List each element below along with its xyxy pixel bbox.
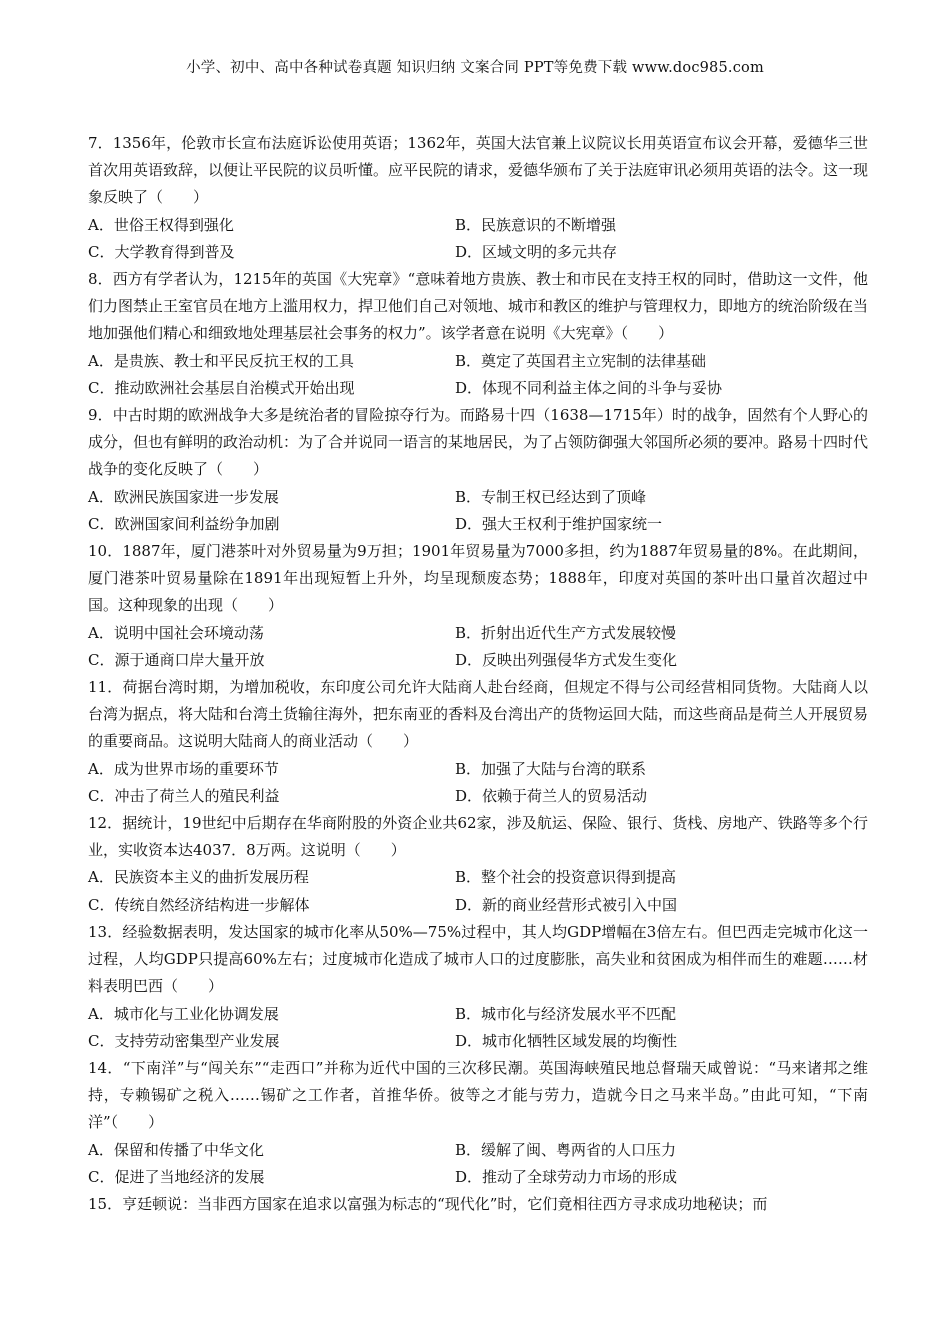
option-d[interactable]: D．体现不同利益主体之间的斗争与妥协 xyxy=(455,378,723,397)
option-group xyxy=(88,756,868,810)
option-c[interactable]: C．欧洲国家间利益纷争加剧 xyxy=(88,514,280,533)
question-9 xyxy=(88,402,868,538)
question-13 xyxy=(88,919,868,1055)
option-group xyxy=(88,1137,868,1191)
option-c[interactable]: C．促进了当地经济的发展 xyxy=(88,1167,265,1186)
option-b[interactable]: B．缓解了闽、粤两省的人口压力 xyxy=(455,1140,677,1159)
question-stem: 14．“下南洋”与“闯关东”“走西口”并称为近代中国的三次移民潮。英国海峡殖民地总督瑞天咸曾说：“马来诸邦之维持，专赖锡矿之税入……锡矿之工作者，首推华侨。彼等之才能与劳力，造就今日之马来半岛。”由此可知，“下南洋”（ ） xyxy=(88,1058,868,1132)
option-b[interactable]: B．折射出近代生产方式发展较慢 xyxy=(455,623,677,642)
option-c[interactable]: C．传统自然经济结构进一步解体 xyxy=(88,895,310,914)
option-a[interactable]: A．是贵族、教士和平民反抗王权的工具 xyxy=(88,351,354,370)
option-c[interactable]: C．推动欧洲社会基层自治模式开始出现 xyxy=(88,378,355,397)
option-group xyxy=(88,1001,868,1055)
option-a[interactable]: A．说明中国社会环境动荡 xyxy=(88,623,264,642)
question-11 xyxy=(88,674,868,810)
question-stem: 7．1356年，伦敦市长宣布法庭诉讼使用英语；1362年，英国大法官兼上议院议长用英语宣布议会开幕，爱德华三世首次用英语致辞，以便让平民院的议员听懂。应平民院的请求，爱德华颁布了关于法庭审讯必须用英语的法令。这一现象反映了（ ） xyxy=(88,134,869,207)
option-c[interactable]: C．大学教育得到普及 xyxy=(88,242,235,261)
question-stem: 15．亨廷顿说：当非西方国家在追求以富强为标志的“现代化”时，它们竟相往西方寻求成功地秘诀；而 xyxy=(88,1194,768,1213)
option-c[interactable]: C．支持劳动密集型产业发展 xyxy=(88,1031,280,1050)
question-stem: 10．1887年，厦门港茶叶对外贸易量为9万担；1901年贸易量为7000多担，约为1887年贸易量的8%。在此期间，厦门港茶叶贸易量除在1891年出现短暂上升外，均呈现颓废态势；1888年，印度对英国的茶叶出口量首次超过中国。这种现象的出现（ ） xyxy=(88,542,868,615)
option-a[interactable]: A．欧洲民族国家进一步发展 xyxy=(88,487,279,506)
question-10 xyxy=(88,538,868,674)
question-stem: 9．中古时期的欧洲战争大多是统治者的冒险掠夺行为。而路易十四（1638—1715年）时的战争，固然有个人野心的成分，但也有鲜明的政治动机：为了合并说同一语言的某地居民，为了占领防御强大邻国所必须的要冲。路易十四时代战争的变化反映了（ ） xyxy=(88,406,869,479)
option-a[interactable]: A．保留和传播了中华文化 xyxy=(88,1140,264,1159)
option-d[interactable]: D．新的商业经营形式被引入中国 xyxy=(455,895,678,914)
option-a[interactable]: A．成为世界市场的重要环节 xyxy=(88,759,279,778)
option-a[interactable]: A．民族资本主义的曲折发展历程 xyxy=(88,868,309,887)
option-b[interactable]: B．专制王权已经达到了顶峰 xyxy=(455,487,647,506)
option-group xyxy=(88,348,868,402)
option-d[interactable]: D．推动了全球劳动力市场的形成 xyxy=(455,1167,678,1186)
option-b[interactable]: B．整个社会的投资意识得到提高 xyxy=(455,868,677,887)
question-8 xyxy=(88,266,868,402)
option-d[interactable]: D．城市化牺牲区域发展的均衡性 xyxy=(455,1031,678,1050)
option-b[interactable]: B．加强了大陆与台湾的联系 xyxy=(455,759,647,778)
option-a[interactable]: A．城市化与工业化协调发展 xyxy=(88,1004,279,1023)
option-d[interactable]: D．强大王权利于维护国家统一 xyxy=(455,514,663,533)
option-d[interactable]: D．依赖于荷兰人的贸易活动 xyxy=(455,786,648,805)
question-stem: 12．据统计，19世纪中后期存在华商附股的外资企业共62家，涉及航运、保险、银行、货栈、房地产、铁路等多个行业，实收资本达4037．8万两。这说明（ ） xyxy=(88,814,868,860)
option-b[interactable]: B．奠定了英国君主立宪制的法律基础 xyxy=(455,351,707,370)
question-15 xyxy=(88,1191,868,1218)
option-c[interactable]: C．源于通商口岸大量开放 xyxy=(88,650,265,669)
page-header: 小学、初中、高中各种试卷真题 知识归纳 文案合同 PPT等免费下载 www.doc985.com xyxy=(186,60,764,76)
option-group xyxy=(88,620,868,674)
question-7 xyxy=(88,130,868,266)
option-group xyxy=(88,212,868,266)
question-14 xyxy=(88,1055,868,1191)
option-d[interactable]: D．反映出列强侵华方式发生变化 xyxy=(455,650,678,669)
option-c[interactable]: C．冲击了荷兰人的殖民利益 xyxy=(88,786,280,805)
option-a[interactable]: A．世俗王权得到强化 xyxy=(88,215,234,234)
question-list xyxy=(88,130,868,1218)
option-d[interactable]: D．区域文明的多元共存 xyxy=(455,242,618,261)
question-stem: 8．西方有学者认为，1215年的英国《大宪章》“意味着地方贵族、教士和市民在支持王权的同时，借助这一文件，他们力图禁止王室官员在地方上滥用权力，捍卫他们自己对领地、城市和教区的维护与管理权力，即地方的统治阶级在当地加强他们精心和细致地处理基层社会事务的权力”。该学者意在说明《大宪章》（ ） xyxy=(88,270,869,343)
option-b[interactable]: B．民族意识的不断增强 xyxy=(455,215,617,234)
option-b[interactable]: B．城市化与经济发展水平不匹配 xyxy=(455,1004,677,1023)
question-12 xyxy=(88,810,868,919)
option-group xyxy=(88,864,868,918)
question-stem: 13．经验数据表明，发达国家的城市化率从50%—75%过程中，其人均GDP增幅在3倍左右。但巴西走完城市化这一过程，人均GDP只提高60%左右；过度城市化造成了城市人口的过度膨胀，高失业和贫困成为相伴而生的难题……材料表明巴西（ ） xyxy=(88,922,868,996)
option-group xyxy=(88,484,868,538)
question-stem: 11．荷据台湾时期，为增加税收，东印度公司允许大陆商人赴台经商，但规定不得与公司经营相同货物。大陆商人以台湾为据点，将大陆和台湾土货输往海外，把东南亚的香料及台湾出产的货物运回大陆，而这些商品是荷兰人开展贸易的重要商品。这说明大陆商人的商业活动（ ） xyxy=(88,678,869,751)
